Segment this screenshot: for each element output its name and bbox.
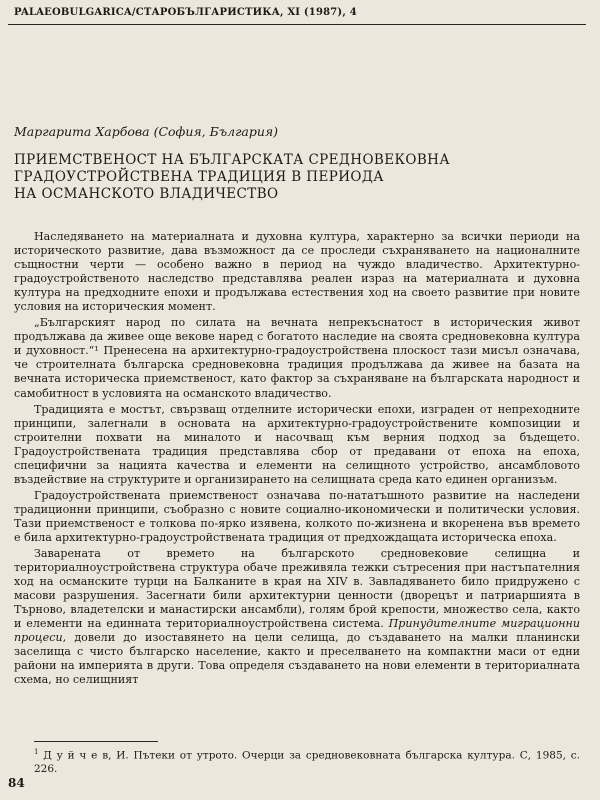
article-title: [14, 152, 534, 203]
page-number: 84: [8, 776, 25, 790]
title-line: ГРАДОУСТРОЙСТВЕНА ТРАДИЦИЯ В ПЕРИОДА: [14, 169, 384, 185]
paragraph-text-continued: , довели до изоставянето на цели селища, до създаването на малки планински заселища с чисто българско население, както и преселването на компактни маси от едни райони на империята в други. Това определя създаването на нови елементи в териториалната схема, но селищният: [14, 631, 580, 687]
title-line: НА ОСМАНСКОТО ВЛАДИЧЕСТВО: [14, 186, 279, 202]
footnote-text: Д у й ч е в, И. Пътеки от утрото. Очерци за средновековната българска култура. С, 1985, с. 226.: [34, 749, 580, 775]
body-paragraph: Градоустройствената приемственост означава по-нататъшното развитие на наследени традиционни принципи, съобразно с новите социално-икономически и политически условия. Тази приемственост е толкова по-ярко изявена, колкото по-жизнена и вкоренена във времето е била архитектурно-градоустройствената традиция от предхождащата историческа епоха.: [14, 488, 580, 544]
footnote-rule: [34, 741, 158, 742]
body-paragraph: Традицията е мостът, свързващ отделните исторически епохи, изграден от непреходните принципи, залегнали в основата на архитектурно-градоустройствените композиции и строителни похвати на миналото и насочващ към верния подход за бъдещето. Градоустройствената традиция представлява сбор от предавани от епоха на епоха, специфични за нацията качества и елементи на селищното устройство, ансамбловото въздействие на структурите и организирането на селищната среда като единен организъм.: [14, 402, 580, 486]
footnote-marker: 1: [34, 748, 39, 756]
italic-phrase: Принудителните миграционни процеси: [14, 617, 580, 645]
title-line: ПРИЕМСТВЕНОСТ НА БЪЛГАРСКАТА СРЕДНОВЕКОВНА: [14, 152, 450, 168]
article-body: [14, 230, 580, 688]
body-paragraph: „Българският народ по силата на вечната непрекъснатост в историческия живот продължава да живее още векове наред с богатото наследие на своята средновековна култура и духовност.“¹ Пренесена на архитектурно-градоустройствена плоскост тази мисъл означава, че строителната българска средновековна традиция продължава да живее на базата на вечната историческа приемственост, като фактор за съхраняване на българската народност и самобитност в условията на османското владичество.: [14, 316, 580, 400]
body-paragraph: [14, 547, 580, 687]
header-rule: [8, 24, 586, 25]
body-paragraph: Наследяването на материалната и духовна култура, характерно за всички периоди на историческото развитие, дава възможност да се проследи съхраняването на националните същностни черти — особено важно в период на чуждо владичество. Архитектурно-градоустройственото наследство представлява реален израз на материалната и духовна култура на предходните епохи и продължава естествения ход на своето развитие при новите условия на историческия момент.: [14, 230, 580, 314]
paragraph-text: Заварената от времето на българското средновековие селищна и териториалноустройствена структура обаче преживяла тежки сътресения при настъпателния ход на османските турци на Балканите в края на XIV в. Завладяването било придружено с масови разрушения. Засегнати били архитектурни ценности (дворецът и патриаршията в Търново, владетелски и манастирски ансамбли), голям брой крепости, множество села, както и елементи на единната териториалноустройствена система.: [14, 547, 580, 631]
running-head: PALAEOBULGARICA/СТАРОБЪЛГАРИСТИКА, XI (1987), 4: [14, 7, 357, 18]
article-author: Маргарита Харбова (София, България): [14, 124, 279, 139]
footnote: [34, 746, 580, 776]
